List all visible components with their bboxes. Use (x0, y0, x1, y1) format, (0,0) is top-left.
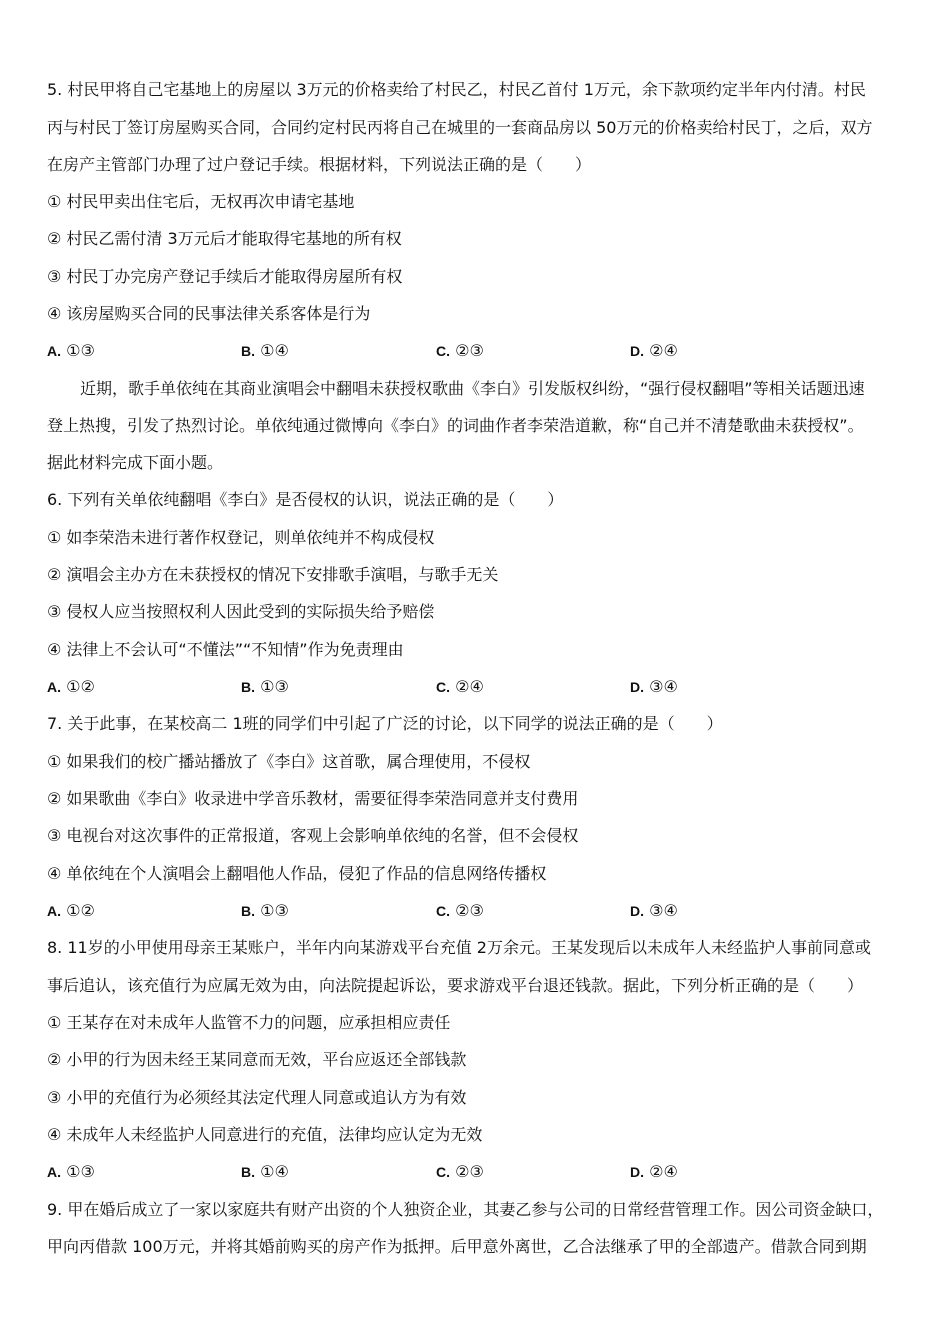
q5-choice-b: B. ①④ (241, 341, 289, 360)
q6-option-3: ③ 侵权人应当按照权利人因此受到的实际损失给予赔偿 (47, 602, 435, 621)
q6-choice-c: C. ②④ (436, 677, 484, 696)
q8-choice-d: D. ②④ (630, 1162, 678, 1181)
q7-answer-choices (47, 901, 915, 921)
q6-option-2: ② 演唱会主办方在未获授权的情况下安排歌手演唱，与歌手无关 (47, 565, 499, 584)
q8-choice-a: A. ①③ (47, 1162, 95, 1181)
q8-option-4: ④ 未成年人未经监护人同意进行的充值，法律均应认定为无效 (47, 1125, 483, 1144)
q6-answer-choices (47, 677, 915, 697)
q9-stem-line-1: 9. 甲在婚后成立了一家以家庭共有财产出资的个人独资企业，其妻乙参与公司的日常经营管理工作。因公司资金缺口， (47, 1200, 884, 1219)
q5-stem-line-3: 在房产主管部门办理了过户登记手续。根据材料，下列说法正确的是（ ） (47, 155, 592, 174)
q8-choice-c: C. ②③ (436, 1162, 484, 1181)
q5-choice-a: A. ①③ (47, 341, 95, 360)
q8-option-3: ③ 小甲的充值行为必须经其法定代理人同意或追认方为有效 (47, 1088, 467, 1107)
q7-option-1: ① 如果我们的校广播站播放了《李白》这首歌，属合理使用，不侵权 (47, 752, 531, 771)
q7-stem: 7. 关于此事，在某校高二 1班的同学们中引起了广泛的讨论，以下同学的说法正确的是（ ） (47, 714, 723, 733)
q5-stem-line-1: 5. 村民甲将自己宅基地上的房屋以 3万元的价格卖给了村民乙，村民乙首付 1万元，余下款项约定半年内付清。村民 (47, 80, 866, 99)
q8-option-1: ① 王某存在对未成年人监管不力的问题，应承担相应责任 (47, 1013, 451, 1032)
q6-choice-b: B. ①③ (241, 677, 289, 696)
q7-option-2: ② 如果歌曲《李白》收录进中学音乐教材，需要征得李荣浩同意并支付费用 (47, 789, 579, 808)
q7-option-4: ④ 单依纯在个人演唱会上翻唱他人作品，侵犯了作品的信息网络传播权 (47, 864, 547, 883)
q8-stem-line-2: 事后追认，该充值行为应属无效为由，向法院提起诉讼，要求游戏平台退还钱款。据此，下列分析正确的是（ ） (47, 976, 864, 995)
q6-choice-d: D. ③④ (630, 677, 678, 696)
q7-choice-b: B. ①③ (241, 901, 289, 920)
material-line-2: 登上热搜，引发了热烈讨论。单依纯通过微博向《李白》的词曲作者李荣浩道歉，称“自己并不清楚歌曲未获授权”。 (47, 416, 864, 435)
material-line-1: 近期，歌手单依纯在其商业演唱会中翻唱未获授权歌曲《李白》引发版权纠纷，“强行侵权翻唱”等相关话题迅速 (80, 379, 865, 398)
q6-option-4: ④ 法律上不会认可“不懂法”“不知情”作为免责理由 (47, 640, 404, 659)
q8-answer-choices (47, 1162, 915, 1182)
q5-choice-c: C. ②③ (436, 341, 484, 360)
q8-option-2: ② 小甲的行为因未经王某同意而无效，平台应返还全部钱款 (47, 1050, 467, 1069)
q5-option-2: ② 村民乙需付清 3万元后才能取得宅基地的所有权 (47, 229, 402, 248)
q5-option-4: ④ 该房屋购买合同的民事法律关系客体是行为 (47, 304, 371, 323)
q5-answer-choices (47, 341, 915, 361)
q7-choice-a: A. ①② (47, 901, 95, 920)
q7-option-3: ③ 电视台对这次事件的正常报道，客观上会影响单依纯的名誉，但不会侵权 (47, 826, 579, 845)
q6-option-1: ① 如李荣浩未进行著作权登记，则单依纯并不构成侵权 (47, 528, 435, 547)
q7-choice-c: C. ②③ (436, 901, 484, 920)
q8-choice-b: B. ①④ (241, 1162, 289, 1181)
q9-stem-line-2: 甲向丙借款 100万元，并将其婚前购买的房产作为抵押。后甲意外离世，乙合法继承了甲的全部遗产。借款合同到期 (47, 1237, 867, 1256)
material-line-3: 据此材料完成下面小题。 (47, 453, 224, 472)
q5-option-3: ③ 村民丁办完房产登记手续后才能取得房屋所有权 (47, 267, 403, 286)
q6-stem: 6. 下列有关单依纯翻唱《李白》是否侵权的认识，说法正确的是（ ） (47, 490, 564, 509)
q5-option-1: ① 村民甲卖出住宅后，无权再次申请宅基地 (47, 192, 355, 211)
q7-choice-d: D. ③④ (630, 901, 678, 920)
q6-choice-a: A. ①② (47, 677, 95, 696)
q5-choice-d: D. ②④ (630, 341, 678, 360)
q5-stem-line-2: 丙与村民丁签订房屋购买合同，合同约定村民丙将自己在城里的一套商品房以 50万元的价格卖给村民丁，之后，双方 (47, 118, 873, 137)
q8-stem-line-1: 8. 11岁的小甲使用母亲王某账户，半年内向某游戏平台充值 2万余元。王某发现后以未成年人未经监护人事前同意或 (47, 938, 871, 957)
